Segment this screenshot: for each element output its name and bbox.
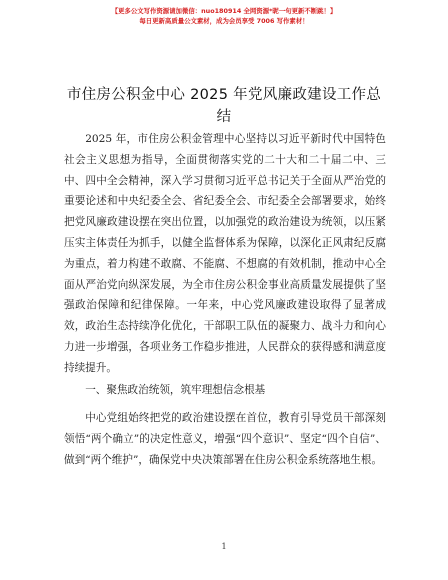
banner-line-1: 【更多公文写作资源请加微信：nuo180914 全网资源*昵一句更新不断跳！】 bbox=[111, 7, 337, 15]
section-heading-1-text: 一、聚焦政治统领，筑牢理想信念根基 bbox=[85, 384, 266, 396]
section-heading-1 bbox=[64, 380, 386, 401]
section-1-paragraph-text: 中心党组始终把党的政治建设摆在首位，教育引导党员干部深刻领悟“两个确立”的决定性意义，增强“四个意识”、坚定“四个自信”、做到“两个维护”，确保党中央决策部署在住房公积金系统落地生根。 bbox=[64, 412, 386, 466]
document-title: 市住房公积金中心 2025 年党风廉政建设工作总结 bbox=[66, 87, 382, 125]
banner-line-2: 每日更新高质量公文素材，成为会员享受 7006 写作素材！ bbox=[139, 17, 309, 25]
section-1-paragraph bbox=[64, 408, 386, 470]
promo-banner bbox=[0, 6, 448, 26]
page-number: 1 bbox=[221, 542, 227, 551]
intro-paragraph bbox=[64, 129, 386, 379]
intro-paragraph-text: 2025 年，市住房公积金管理中心坚持以习近平新时代中国特色社会主义思想为指导，全面贯彻落实党的二十大和二十届二中、三中、四中全会精神，深入学习贯彻习近平总书记关于全面从严治党的重要论述和中央纪委全会、省纪委全会、市纪委全会部署要求，始终把党风廉政建设摆在突出位置，以加强党的政治建设为统领，以压紧压实主体责任为抓手，以健全监督体系为保障，以深化正风肃纪反腐为重点，着力构建不敢腐、不能腐、不想腐的有效机制，推动中心全面从严治党向纵深发展，为全市住房公积金事业高质量发展提供了坚强政治保障和纪律保障。一年来，中心党风廉政建设取得了显著成效，政治生态持续净化优化，干部职工队伍的凝聚力、战斗力和向心力进一步增强，各项业务工作稳步推进，人民群众的获得感和满意度持续提升。 bbox=[64, 133, 386, 374]
